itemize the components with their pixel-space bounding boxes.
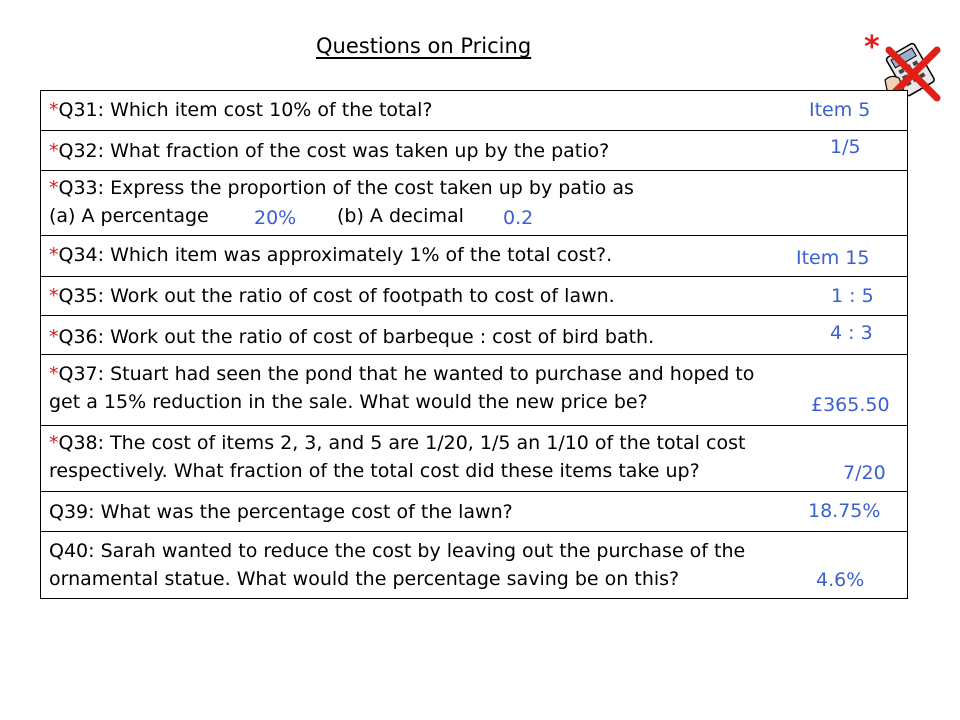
question-box-q31 — [40, 90, 908, 131]
question-text: Q39: What was the percentage cost of the lawn? — [49, 501, 513, 523]
star-marker: * — [49, 177, 59, 199]
question-box-q36 — [40, 315, 908, 355]
answer-text: £365.50 — [811, 394, 890, 416]
question-text: Q31: Which item cost 10% of the total? — [58, 99, 433, 121]
star-marker: * — [49, 326, 59, 348]
question-text: Q36: Work out the ratio of cost of barbeque : cost of bird bath. — [58, 326, 655, 348]
answer-text: 4.6% — [816, 569, 865, 591]
answer-text: 1/5 — [830, 136, 861, 158]
question-text: Q34: Which item was approximately 1% of the total cost?. — [58, 244, 613, 266]
question-box-q32 — [40, 130, 908, 171]
answer-text: 1 : 5 — [831, 285, 874, 307]
answer-text: 0.2 — [503, 207, 534, 229]
answer-text: 7/20 — [843, 462, 886, 484]
answer-text: 4 : 3 — [830, 322, 873, 344]
question-box-q37 — [40, 354, 908, 426]
question-box-q34 — [40, 235, 908, 277]
question-box-q40 — [40, 531, 908, 599]
star-marker: * — [49, 432, 59, 454]
question-text-line2: respectively. What fraction of the total cost did these items take up? — [49, 460, 700, 482]
answer-text: 18.75% — [808, 500, 881, 522]
question-part-a: (a) A percentage — [49, 205, 209, 227]
answer-text: Item 15 — [796, 247, 870, 269]
question-box-q35 — [40, 276, 908, 316]
star-marker: * — [49, 140, 59, 162]
star-marker: * — [49, 285, 59, 307]
question-box-q38 — [40, 425, 908, 492]
question-text: Q38: The cost of items 2, 3, and 5 are 1/20, 1/5 an 1/10 of the total cost — [58, 432, 746, 454]
question-text-line2: ornamental statue. What would the percentage saving be on this? — [49, 568, 680, 590]
star-marker: * — [49, 363, 59, 385]
question-text: Q33: Express the proportion of the cost taken up by patio as — [58, 177, 634, 199]
answer-text: Item 5 — [809, 99, 871, 121]
page-title: Questions on Pricing — [316, 34, 532, 58]
question-text-line2: get a 15% reduction in the sale. What would the new price be? — [49, 391, 648, 413]
question-part-b: (b) A decimal — [337, 205, 464, 227]
question-box-q33 — [40, 170, 908, 236]
question-text: Q40: Sarah wanted to reduce the cost by leaving out the purchase of the — [49, 540, 746, 562]
question-text: Q32: What fraction of the cost was taken up by the patio? — [58, 140, 610, 162]
star-marker: * — [49, 244, 59, 266]
question-text: Q37: Stuart had seen the pond that he wanted to purchase and hoped to — [58, 363, 755, 385]
question-text: Q35: Work out the ratio of cost of footpath to cost of lawn. — [58, 285, 615, 307]
star-marker: * — [864, 30, 880, 65]
star-marker: * — [49, 99, 59, 121]
answer-text: 20% — [254, 207, 297, 229]
question-box-q39 — [40, 491, 908, 532]
